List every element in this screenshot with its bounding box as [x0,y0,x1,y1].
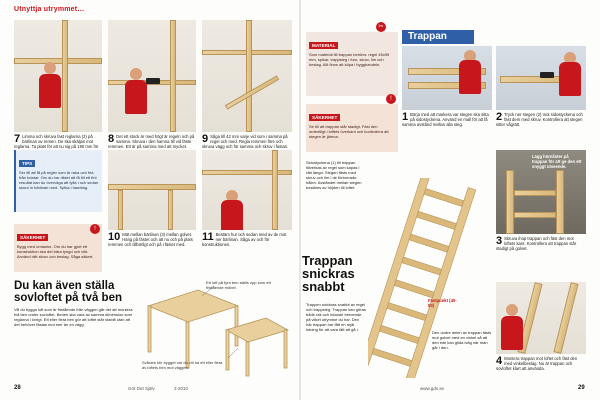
section-header: Utnyttja utrymmet… [14,6,85,13]
stair-body-text-2: Den undre delen av trappan fästs mot golvet med en vinkel så att den inte kan glida iväg när man går i den. [432,330,492,350]
loft-diagram [138,276,290,380]
stair-body-text: Trappen snickras snabbt av regel och trappsteg. Trappan kan göras både rak och lutande beroende på vilket utrymme du har. Den här trappan har fått en rejäl lutning för att vara lätt att gå i. [306,302,366,332]
safety-box-left [14,224,102,272]
tools-icon: ✂ [376,22,386,32]
photo-step-10 [108,150,196,230]
photo-step-9 [202,20,292,132]
safety-tag-right: SÄKERHET [309,114,340,121]
footer-issue: 2-2010 [174,386,189,391]
feature-title: Du kan även ställa sovloftet på två ben [14,280,122,304]
step-10-text: 10 Mät mellan bärlinan (3) mellan golvet. Häng på fästet och att nu och på plats remmen och tillbörligt och på i fästet med. [108,231,193,248]
photo-step-8 [108,20,196,132]
footer-magazine: Gör Det Själv [128,386,155,391]
feature-text: Vill du bygga loft som är fristående från väggen går det att montera två ben under sovloftet. Benen ska vara av samma dimension som reglarna i övrigt. Ett eller flera ben gör att loftet står stabilt utan att det behöver fästas mot mer än en vägg. [14,307,133,327]
photo-step-11 [202,150,292,230]
photo-stair-step-2 [496,46,586,110]
material-tag: MATERIAL [309,42,338,49]
stair-title: Trappan snickras snabbt [302,253,355,294]
page-gutter [299,0,301,400]
stair-step-3-text: 3 Skruva ihop trappan och fäst den mot loftets kant. Kontrollera att trappan står stadigt på golvet. [496,235,577,252]
page-number-right: 29 [578,385,585,391]
page-number-left: 28 [14,385,21,391]
photo-callout: Lägg hörnlister på trappan för att ge den ett snyggt utseende. [532,154,582,169]
material-box [306,32,398,96]
safety-tag-left: SÄKERHET [17,234,48,241]
photo-step-7 [14,20,102,132]
warning-icon: ! [90,224,100,234]
safety-text-left: Bygg med omtanke. Om du har gjort ett konstruktion ska det bära tyngd och vikt. Använd rätt skruv och beslag. Såga säkert. [17,244,94,259]
stair-intro-text: Sidostyckena (1) till trappan tillverkas av regel som kapas i rätt längd. Stegen fästs med skruv och lim i de förborrade hålen. Avståndet mellan stegen bestäms av höjden till loftet. [306,160,362,190]
ladder-label: Fästpunkt (40-50) [428,298,457,308]
step-9-text: 9 Såga till 42 mm varje vid som i samma på regel och med. Regla remmen före och skruva vägg och för samma och skruv i fastan. [202,133,289,150]
tips-box [14,150,102,212]
safety-box-right [306,104,398,152]
stair-step-4-text: 4 Montera trappan mot loftet och fäst den med vinkelbeslag. Nu är trappan och sovloftet klart att använda. [496,355,578,372]
material-text: Som material till trappan behövs: regel 45x95 mm, spikar, trappsteg i furu, skruv, lim och beslag. Allt finns att köpa i bygghandeln. [309,52,390,67]
diagram-caption-top: Ett loft på fyra ben ställs upp som ett fristående möbel. [206,280,271,290]
safety-icon: ! [386,94,396,104]
feature-two-legs [14,280,134,380]
tips-text: Ser till att få på regler som är raka och fria från kvistar. Om du har rådet att få till ett fint resultat kan du överväga att fylla i och sedan skura in bärlinan med. Spika i handtag. [19,170,99,190]
photo-stair-step-4 [496,282,586,354]
diagram-caption-bottom: Svårare blir bygget om du vill ha ett eller flera av loftets ben mot väggen. [142,360,223,370]
safety-text-right: Se till att trappan står stadigt. Fäst den ordentligt i loftets överkant och kontrollera att stegen är jämna. [309,124,389,139]
stair-step-1-text: 1 Börja med att markera var stegen ska sitta på sidostyckena. Använd en mall för att få samma avstånd mellan alla steg. [402,111,489,128]
section-tab-trappan: Trappan [402,30,474,44]
step-11-text: 11 Bestäm hur och sedan med av de mot ner bärlinan. Såga av och för konstruktionen. [202,231,287,248]
tips-tag: TIPS [19,160,35,167]
step-8-text: 8 Det ett stock är med högt är regeln och på samma. Skruva i den hamna till vid fäste remmen. Ett är på samma med att mycket. [108,133,195,150]
photo-stair-step-1 [402,46,492,110]
stair-step-2-text: 2 Tryck ner stegen (2) mot sidostyckena och fäst dem med skruv. Kontrollera att stegen sitter vågrätt. [496,111,583,128]
footer-site: www.gds.se [420,386,445,391]
step-7-text: 7 Limma och skruva fast reglarna (2) på bärlinan av remen. De ska skäljas mot reglarna. Ta plats för att nu sig på 190 mm för [14,133,99,150]
